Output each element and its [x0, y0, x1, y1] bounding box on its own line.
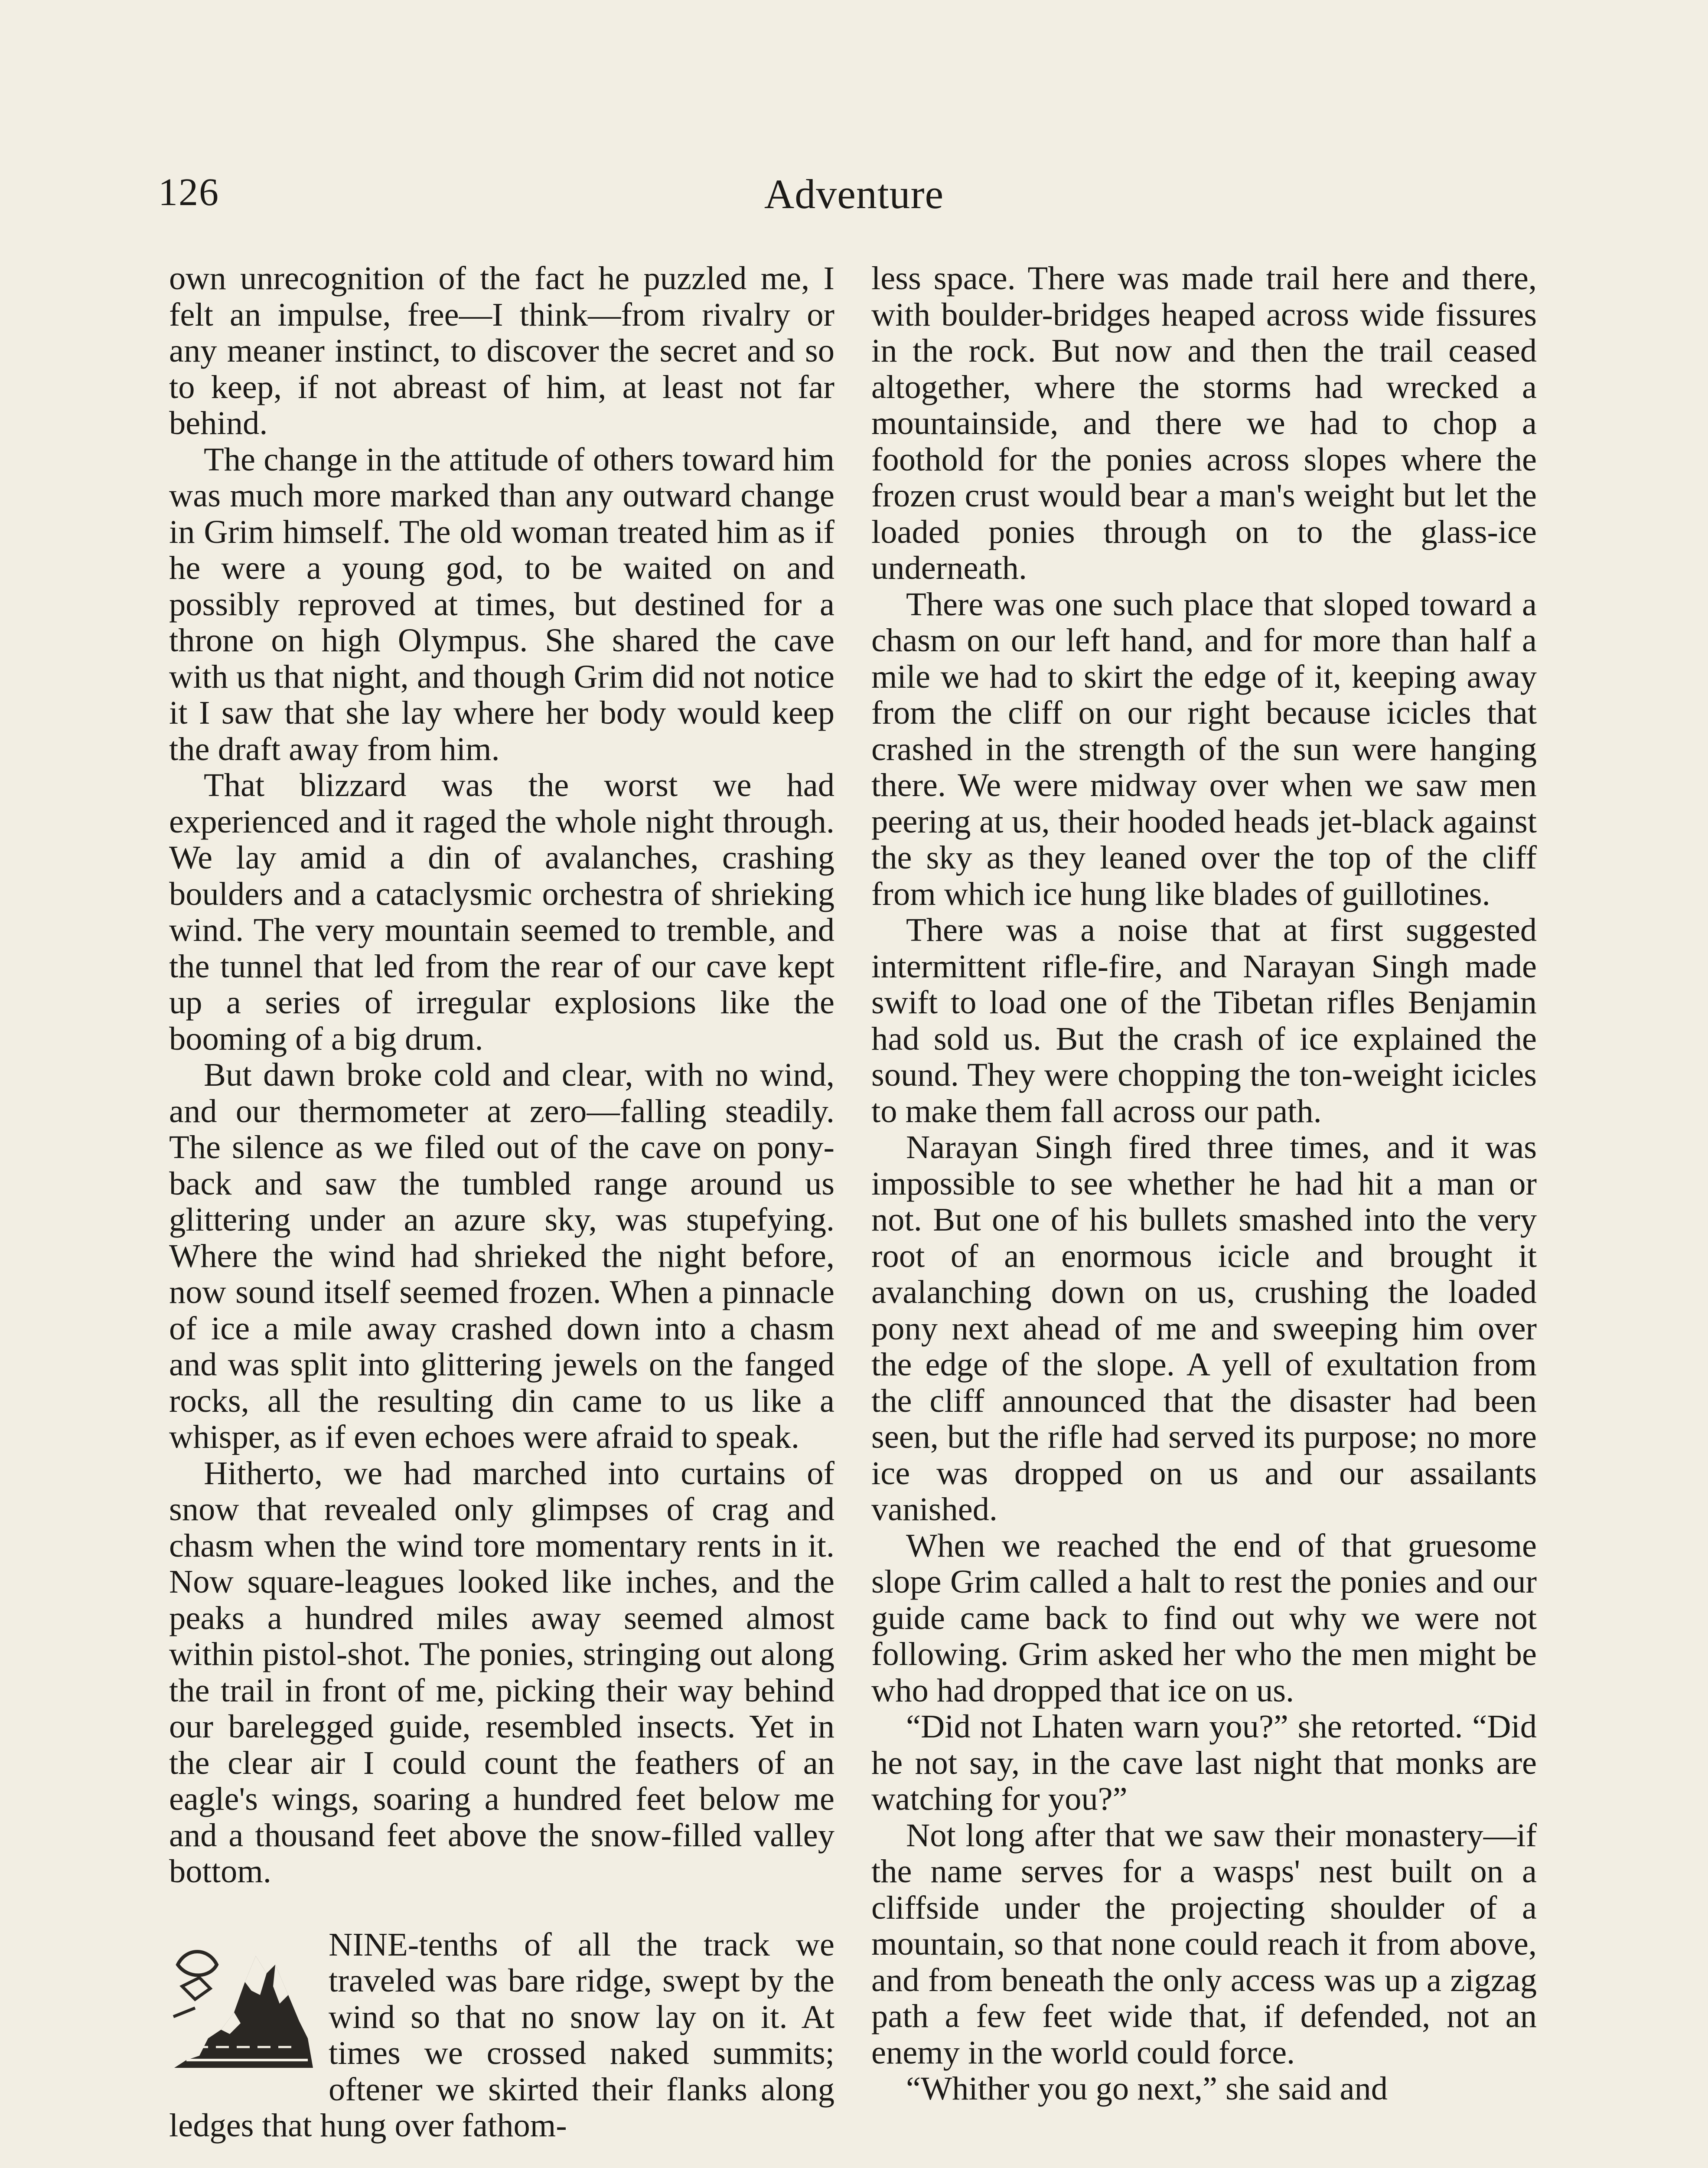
paragraph: Narayan Singh fired three times, and it was impossible to see whether he had hit a man or not. But one of his bullets smashed into the very root of an enormous icicle and brought it avalanching down on us, crushing the loaded pony next ahead of me and sweeping him over the edge of the slope. A yell of exultation from the cliff announced that the disaster had been seen, but the rifle had served its purpose; no more ice was dropped on us and our assailants vanished. [871, 1129, 1537, 1528]
paragraph: “Whither you go next,” she said and [906, 2070, 1388, 2107]
paragraph: When we reached the end of that gruesome slope Grim called a halt to rest the ponies and our guide came back to find out why we were not following. Grim asked her who the men might be who had dropped that ice on us. [871, 1527, 1537, 1709]
paragraph: Hitherto, we had marched into curtains of snow that revealed only glimpses of crag and chasm when the wind tore momentary rents in it. Now square-leagues looked like inches, and the peaks a hundred miles away seemed almost within pistol-shot. The ponies, stringing out along the trail in front of me, picking their way behind our barelegged guide, resembled insects. Yet in the clear air I could count the feathers of an eagle's wings, soaring a hundred feet below me and a thousand feet above the snow-filled valley bottom. [169, 1454, 834, 1890]
paragraph: less space. There was made trail here and there, with boulder-bridges heaped across wide fissures in the rock. But now and then the trail ceased altogether, where the storms had wrecked a mountainside, and there we had to chop a foothold for the ponies across slopes where the frozen crust would bear a man's weight but let the loaded ponies through on to the glass-ice underneath. [871, 260, 1537, 586]
left-column [169, 260, 834, 2168]
paragraph: But dawn broke cold and clear, with no wind, and our thermometer at zero—falling steadily. The silence as we filed out of the cave on pony-back and saw the tumbled range around us glittering under an azure sky, was stupefying. Where the wind had shrieked the night before, now sound itself seemed frozen. When a pinnacle of ice a mile away crashed down into a chasm and was split into glittering jewels on the fanged rocks, all the resulting din came to us like a whisper, as if even echoes were afraid to speak. [169, 1056, 834, 1455]
paragraph: There was a noise that at first suggested intermittent rifle-fire, and Narayan Singh made swift to load one of the Tibetan rifles Benjamin had sold us. But the crash of ice explained the sound. They were chopping the ton-weight icicles to make them fall across our path. [871, 911, 1537, 1130]
running-title: Adventure [764, 171, 944, 217]
paragraph: That blizzard was the worst we had experienced and it raged the whole night through. We lay amid a din of avalanches, crashing boulders and a cataclysmic orchestra of shrieking wind. The very mountain seemed to tremble, and the tunnel that led from the rear of our cave kept up a series of irregular explosions like the booming of a big drum. [169, 767, 834, 1057]
paragraph: There was one such place that sloped toward a chasm on our left hand, and for more than half a mile we had to skirt the edge of it, keeping away from the cliff on our right because icicles that crashed in the strength of the sun were hanging there. We were midway over when we saw men peering at us, their hooded heads jet-black against the sky as they leaned over the top of the cliff from which ice hung like blades of guillotines. [871, 585, 1537, 912]
page-number: 126 [158, 171, 219, 214]
mountain-vignette-icon [169, 1930, 316, 2073]
paragraph: “Did not Lhaten warn you?” she retorted. “Did he not say, in the cave last night that monks are watching for you?” [871, 1708, 1537, 1817]
section-opening-text: NINE-tenths of all the track we traveled was bare ridge, swept by the wind so that no snow lay on it. At times we crossed naked summits; oftener we skirted their flanks along ledges that hung over fathom- [169, 1926, 834, 2144]
paragraph: Not long after that we saw their monastery—if the name serves for a wasps' nest built on a cliffside under the projecting shoulder of a mountain, so that none could reach it from above, and from beneath the only access was up a zigzag path a few feet wide that, if defended, not an enemy in the world could force. [871, 1816, 1537, 2071]
section-break [169, 1890, 834, 1926]
section-opening [169, 1926, 834, 2144]
paragraph: The change in the attitude of others toward him was much more marked than any outward change in Grim himself. The old woman treated him as if he were a young god, to be waited on and possibly reproved at times, but destined for a throne on high Olympus. She shared the cave with us that night, and though Grim did not notice it I saw that she lay where her body would keep the draft away from him. [169, 441, 834, 767]
paragraph: own unrecognition of the fact he puzzled me, I felt an impulse, free—I think—from rivalry or any meaner instinct, to discover the secret and so to keep, if not abreast of him, at least not far behind. [169, 260, 834, 441]
right-column [871, 260, 1537, 2168]
